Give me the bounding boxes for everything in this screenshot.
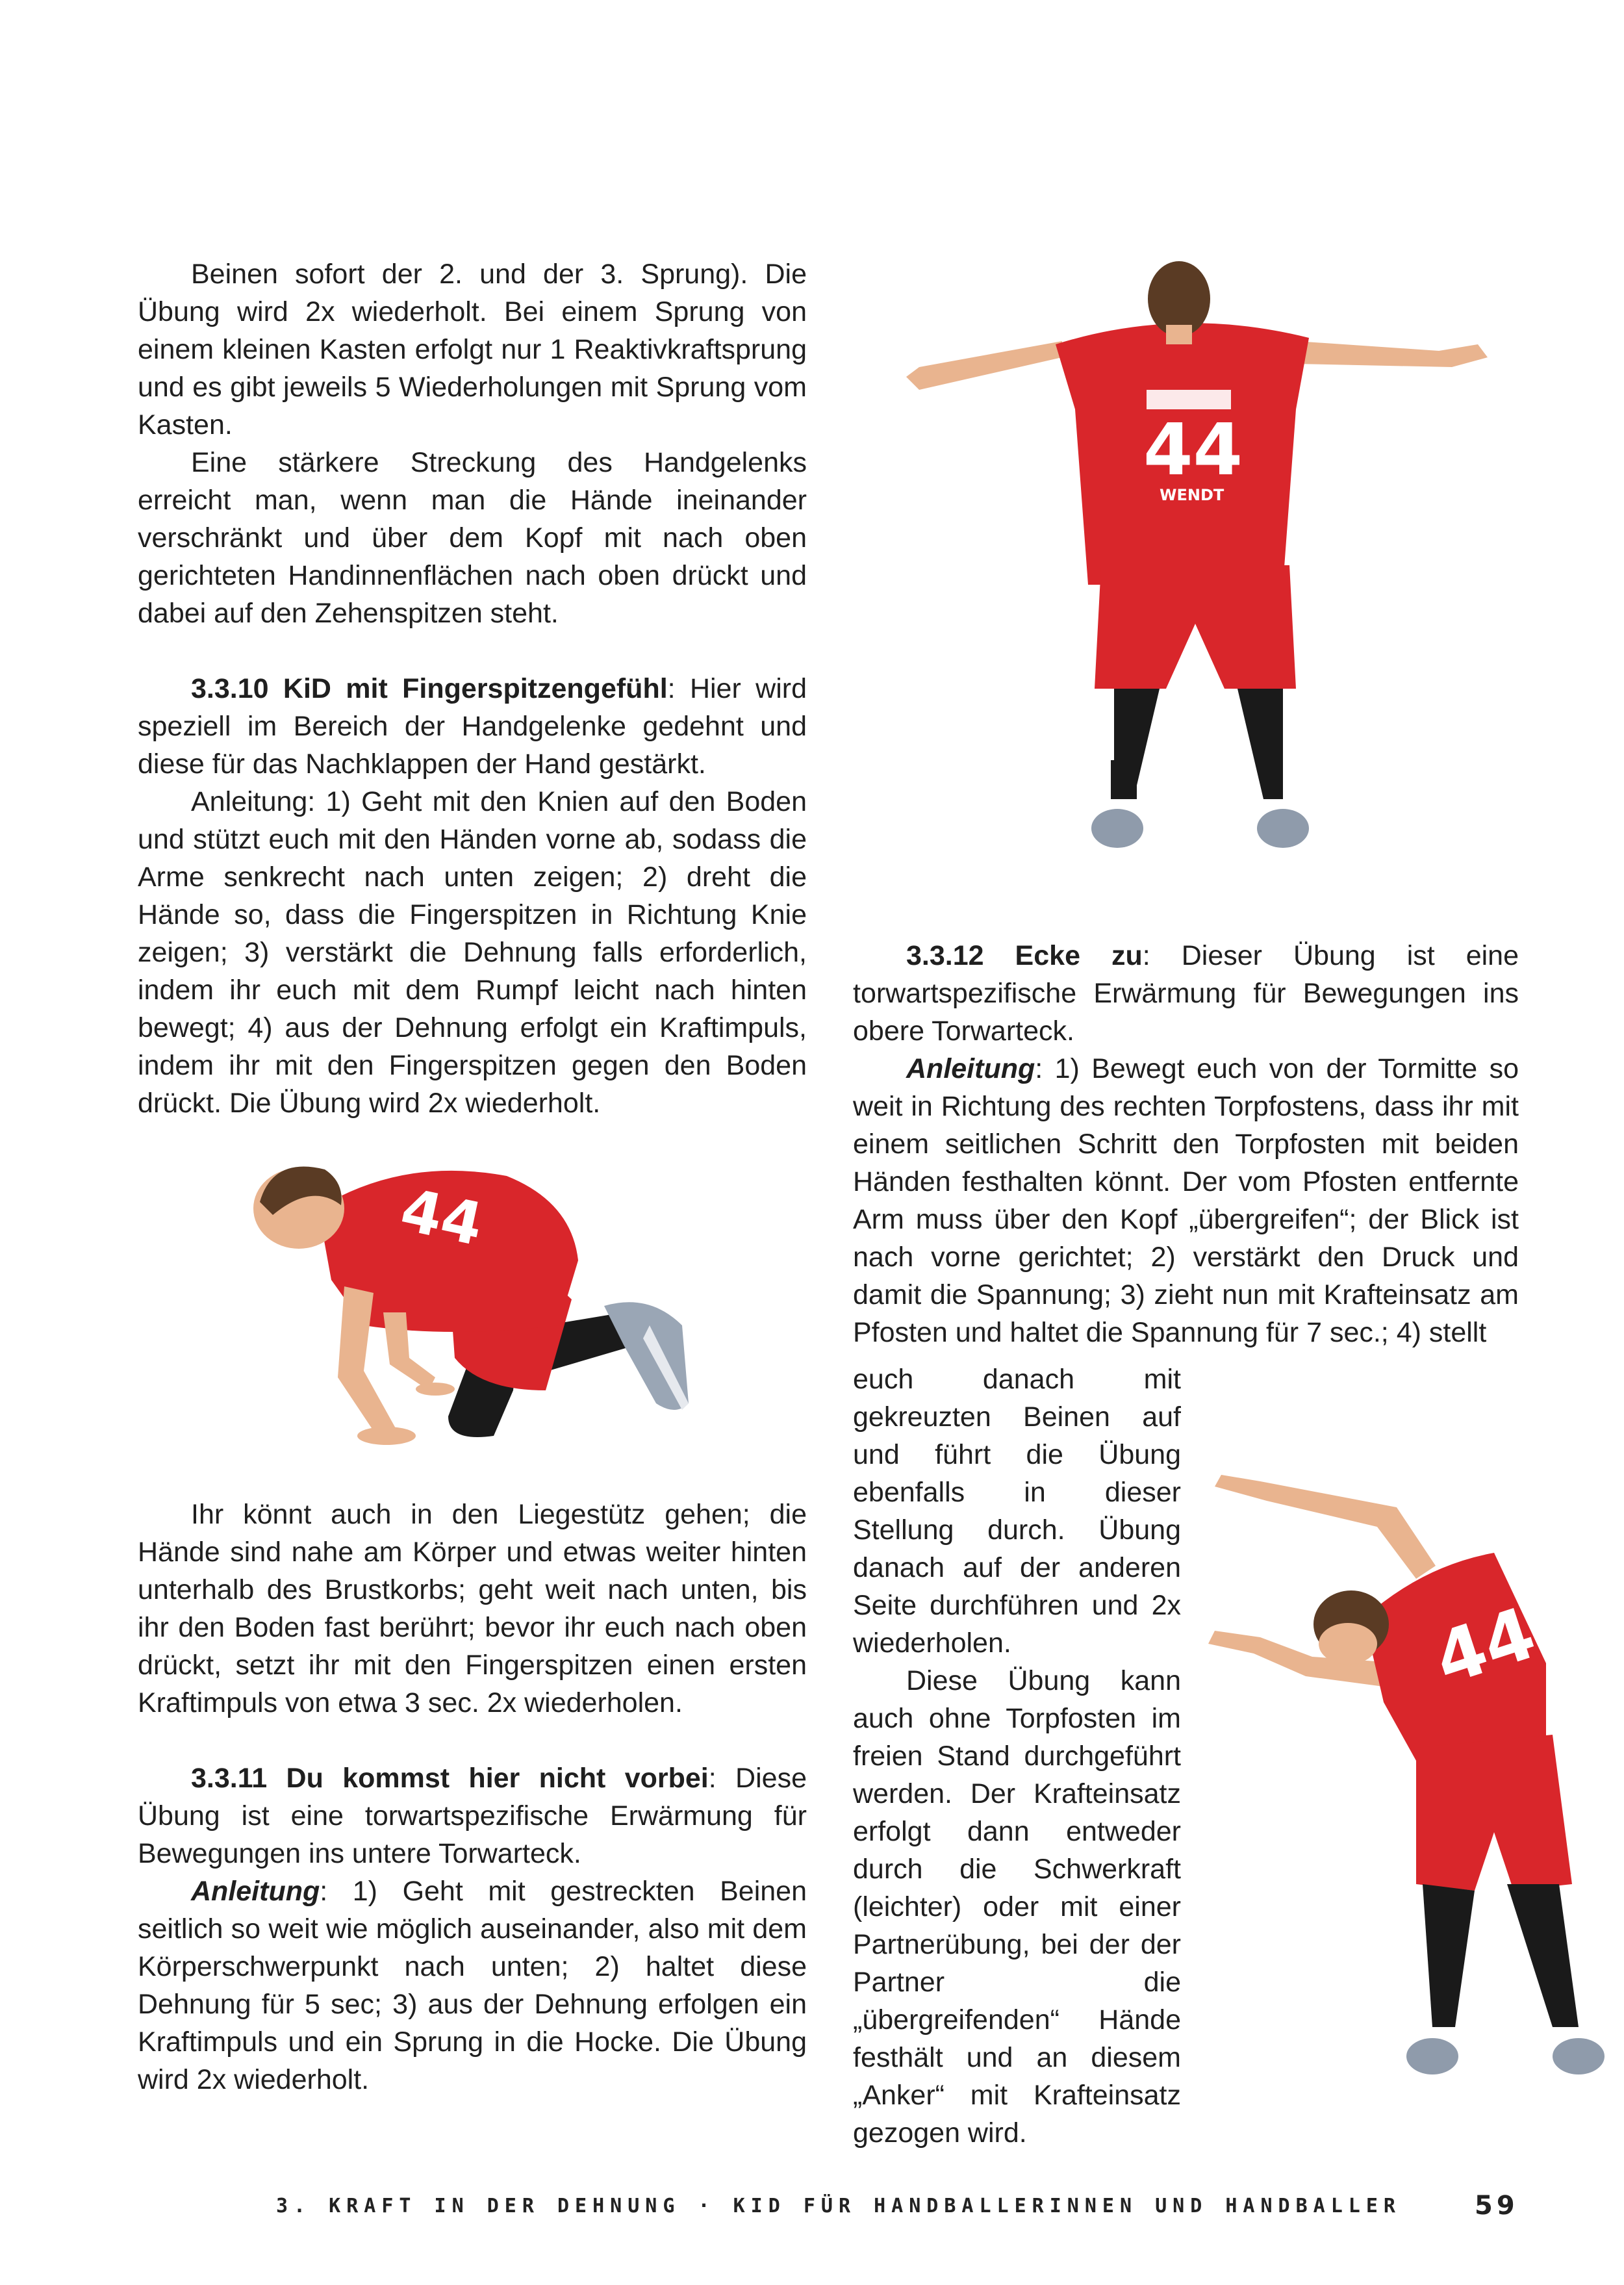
section-intro: : Diese Übung ist eine torwartspezifische Erwärmung für Bewegungen ins untere Torwarteck. — [138, 1763, 807, 1869]
figure-standing-arms-spread — [893, 260, 1491, 871]
anleitung-3-3-10: Anleitung: 1) Geht mit den Knien auf den Boden und stützt euch mit den Händen vorne ab, sodass die Arme senkrecht nach unten zeigen; 2) dreht die Hände so, dass die Fingerspitzen in Richtung Knie zeigen; 3) verstärkt die Dehnung falls erforderlich, indem ihr euch mit dem Rumpf leicht nach hinten bewegt; 4) aus der Dehnung erfolgt ein Kraftimpuls, indem ihr mit den Fingerspitzen gegen den Boden drückt. Die Übung wird 2x wiederholt. — [138, 786, 807, 1119]
section-3-3-11 — [138, 1759, 807, 1872]
anleitung-text: : 1) Geht mit gestreckten Beinen seitlich so weit wie möglich auseinander, also mit dem Körperschwerpunkt nach unten; 2) haltet diese Dehnung für 5 sec; 3) aus der Dehnung erfolgen ein Kraftimpuls und ein Sprung in die Hocke. Die Übung wird 2x wiederholt. — [138, 1876, 807, 2095]
page-number: 59 — [1475, 2191, 1519, 2221]
section-3-3-10 — [138, 670, 807, 783]
anleitung-3-3-11 — [138, 1872, 807, 2099]
anleitung-label: Anleitung — [191, 1876, 320, 1907]
paragraph-variante: Diese Übung kann auch ohne Torpfosten im freien Stand durchgeführt werden. Der Krafteinsatz erfolgt dann entweder durch die Schwerkraft (leichter) oder mit einer Partnerübung, bei der der Partner die „übergreifenden“ Hände festhält und an diesem „Anker“ mit Krafteinsatz gezogen wird. — [853, 1665, 1181, 2149]
section-heading: 3.3.12 Ecke zu — [906, 940, 1143, 971]
paragraph-continuation: Beinen sofort der 2. und der 3. Sprung). Die Übung wird 2x wiederholt. Bei einem Sprung von einem kleinen Kasten erfolgt nur 1 Reaktivkraftsprung und es gibt jeweils 5 Wiederholungen mit Sprung vom Kasten. — [138, 259, 807, 440]
section-3-3-12 — [853, 937, 1519, 1050]
left-column-top — [138, 255, 807, 1122]
right-column-top — [853, 937, 1519, 1351]
paragraph-handgelenk: Eine stärkere Streckung des Handgelenks erreicht man, wenn man die Hände ineinander verschränkt und über dem Kopf mit nach oben gerichteten Handinnenflächen nach oben drückt und dabei auf den Zehenspitzen steht. — [138, 447, 807, 629]
paragraph-gekreuzt: euch danach mit gekreuzten Beinen auf und führt die Übung ebenfalls in dieser Stellung durch. Übung danach auf der anderen Seite durchführen und 2x wiederholen. — [853, 1364, 1181, 1659]
anleitung-text: : 1) Bewegt euch von der Tormitte so weit in Richtung des rechten Torpfostens, dass ihr mit einem seitlichen Schritt den Torpfosten mit beiden Händen festhalten könnt. Der vom Pfosten entfernte Arm muss über den Kopf „übergreifen“; der Blick ist nach vorne gerichtet; 2) verstärkt den Druck und damit die Spannung; 3) zieht nun mit Krafteinsatz am Pfosten und haltet die Spannung für 7 sec.; 4) stellt — [853, 1053, 1519, 1348]
jersey-number: 44 — [394, 1175, 489, 1260]
jersey-number: 44 — [1143, 408, 1243, 491]
section-intro: : Hier wird speziell im Bereich der Handgelenke gedehnt und diese für das Nachklappen der Hand gestärkt. — [138, 673, 807, 780]
footer-chapter-title: 3. KRAFT IN DER DEHNUNG · KID FÜR HANDBALLERINNEN UND HANDBALLER — [276, 2195, 1401, 2217]
left-column-bottom — [138, 1496, 807, 2099]
section-heading: 3.3.11 Du kommst hier nicht vorbei — [191, 1763, 709, 1794]
jersey-name: WENDT — [1160, 486, 1224, 504]
section-heading: 3.3.10 KiD mit Fingerspitzengefühl — [191, 673, 668, 704]
anleitung-3-3-12 — [853, 1050, 1519, 1351]
right-column-narrow — [853, 1360, 1181, 2152]
jersey-number: 44 — [1425, 1591, 1545, 1702]
anleitung-label: Anleitung — [906, 1053, 1035, 1084]
figure-side-bend — [1208, 1468, 1618, 2092]
figure-kneeling-player — [234, 1130, 728, 1462]
section-intro: : Dieser Übung ist eine torwartspezifische Erwärmung für Bewegungen ins obere Torwarteck. — [853, 940, 1519, 1047]
paragraph-liegestuetz: Ihr könnt auch in den Liegestütz gehen; die Hände sind nahe am Körper und etwas weiter hinten unterhalb des Brustkorbs; geht weit nach unten, bis ihr den Boden fast berührt; bevor ihr euch nach oben drückt, setzt ihr mit den Fingerspitzen einen ersten Kraftimpuls von etwa 3 sec. 2x wiederholen. — [138, 1499, 807, 1718]
